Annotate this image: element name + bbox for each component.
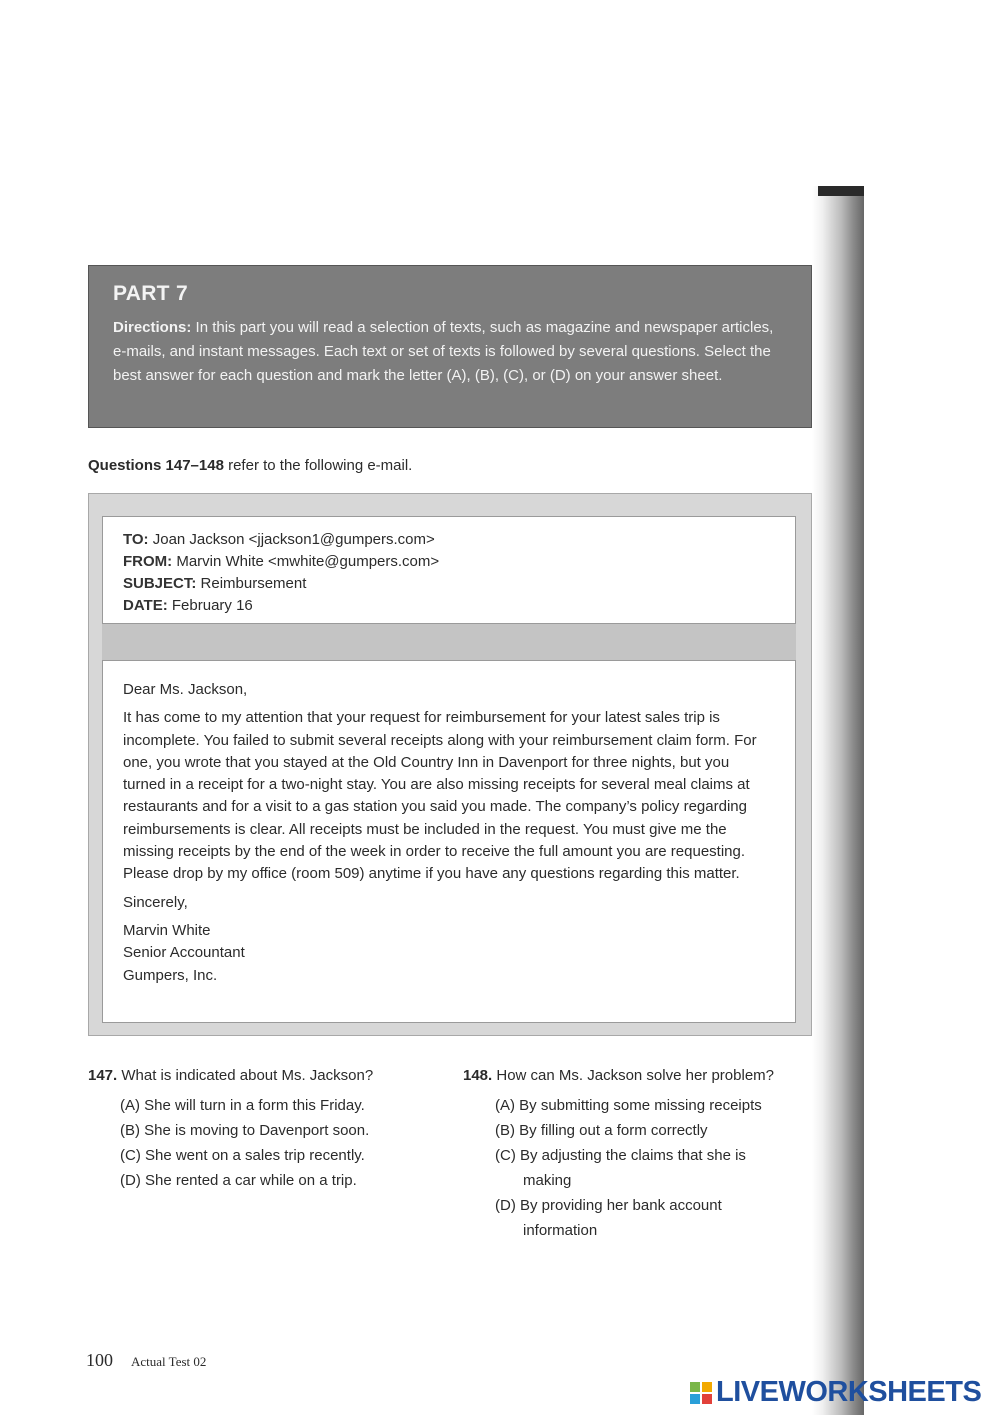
directions-label: Directions: [113,319,192,336]
to-label: TO: [123,531,149,548]
part-directions-box [88,265,812,428]
question-147-number: 147. [88,1067,118,1084]
questions-range: Questions 147–148 [88,457,224,474]
question-148-stem [463,1063,813,1088]
signature-company: Gumpers, Inc. [123,966,218,984]
page-number: 100 [86,1350,113,1370]
email-date-line [123,595,775,617]
question-147-stem [88,1063,448,1088]
subject-label: SUBJECT: [123,575,197,592]
brand-name: LIVEWORKSHEETS [716,1376,982,1408]
questions-reference [88,457,412,474]
page-edge-dark-corner [818,186,864,196]
email-date: February 16 [171,597,253,614]
directions [113,316,787,388]
date-label: DATE: [123,597,168,614]
email-from-line [123,551,775,573]
question-147-text: What is indicated about Ms. Jackson? [121,1067,374,1084]
questions-ref-text: refer to the following e-mail. [228,457,413,474]
email-greeting: Dear Ms. Jackson, [123,681,248,698]
question-148-option-d[interactable]: (D) By providing her bank account [495,1197,722,1214]
liveworksheets-brand [690,1376,981,1409]
question-147-option-c[interactable]: (C) She went on a sales trip recently. [120,1147,365,1164]
question-148-option-a[interactable]: (A) By submitting some missing receipts [495,1097,762,1114]
question-148-option-c[interactable]: (C) By adjusting the claims that she is [495,1147,746,1164]
email-closing: Sincerely, [123,893,188,911]
email-subject: Reimbursement [200,575,307,592]
question-148-option-d-cont: information [523,1222,598,1239]
email-to: Joan Jackson <jjackson1@gumpers.com> [152,531,435,548]
part-title: PART 7 [113,282,188,305]
email-divider-band [102,624,796,660]
page-footer [86,1350,206,1371]
page-edge-shadow [812,186,864,1415]
signature-name: Marvin White [123,921,211,939]
question-147-option-a[interactable]: (A) She will turn in a form this Friday. [120,1097,365,1114]
email-body [102,660,796,1023]
question-147-option-b[interactable]: (B) She is moving to Davenport soon. [120,1122,370,1139]
question-147-option-d[interactable]: (D) She rented a car while on a trip. [120,1172,357,1189]
directions-text: In this part you will read a selection of texts, such as magazine and newspaper articles, e-mails, and instant messages. Each text or set of texts is followed by several questions. Select the best answer for each question and mark the letter (A), (B), (C), or (D) on your answer sheet. [113,319,774,384]
email-body-text: It has come to my attention that your request for reimbursement for your latest sales trip is incomplete. You failed to submit several receipts along with your reimbursement claim form. For one, you wrote that you stayed at the Old Country Inn in Davenport for three nights, but you turned in a receipt for a two-night stay. You are also missing receipts for several meal claims at restaurants and for a visit to a gas station you said you made. The company’s policy regarding reimbursements is clear. All receipts must be included in the request. You must give me the missing receipts by the end of the week in order to receive the full amount you are requesting. Please drop by my office (room 509) anytime if you have any questions regarding this matter. [123,709,757,883]
signature-title: Senior Accountant [123,944,245,962]
email-subject-line [123,573,775,595]
email-from: Marvin White <mwhite@gumpers.com> [176,553,440,570]
question-148-number: 148. [463,1067,493,1084]
from-label: FROM: [123,553,173,570]
question-147 [88,1063,448,1193]
question-148 [463,1063,813,1243]
email-to-line [123,529,775,551]
liveworksheets-logo-icon [690,1382,712,1404]
question-148-option-c-cont: making [523,1172,572,1189]
email-header [102,516,796,624]
question-148-option-b[interactable]: (B) By filling out a form correctly [495,1122,708,1139]
question-148-text: How can Ms. Jackson solve her problem? [496,1067,774,1084]
book-title: Actual Test 02 [131,1354,207,1369]
